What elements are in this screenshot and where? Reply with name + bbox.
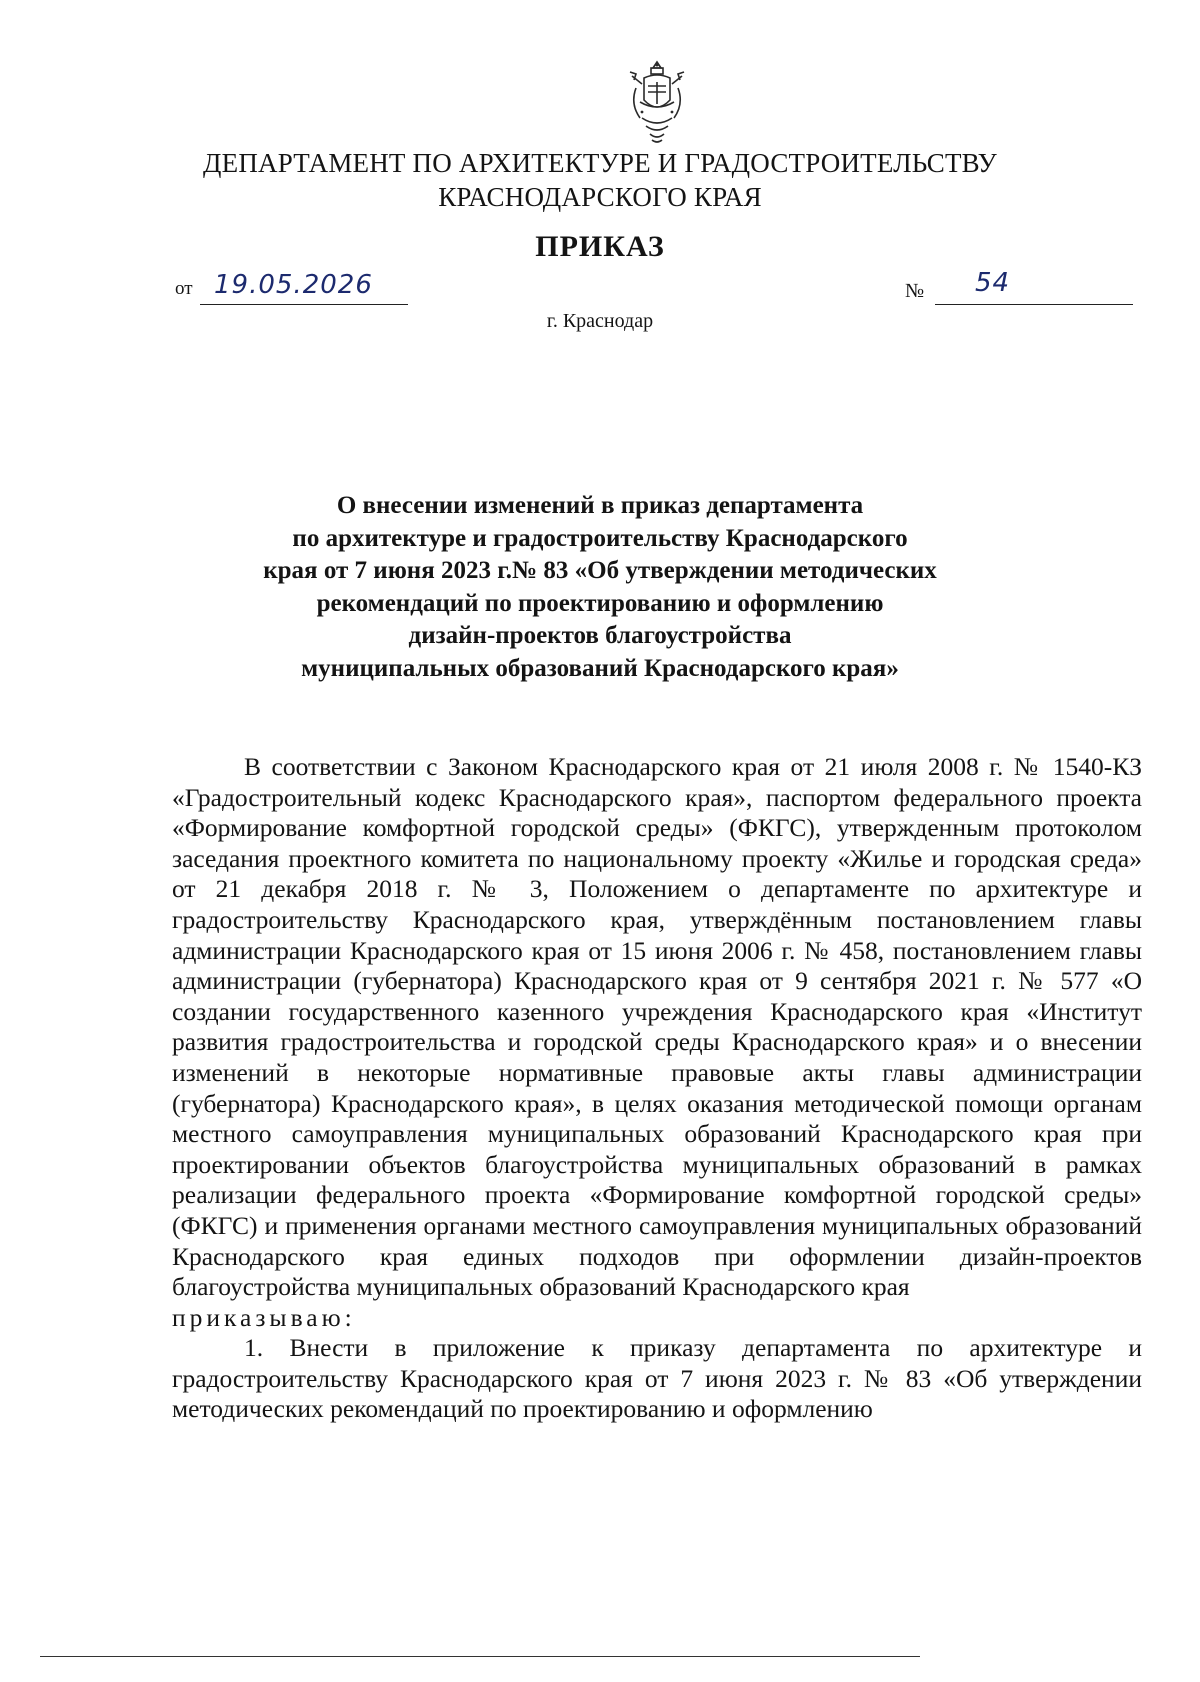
date-field [200, 268, 408, 305]
footer-divider [40, 1656, 920, 1657]
number-field [935, 268, 1133, 305]
handwritten-number: 54 [975, 268, 1011, 298]
body-paragraph [172, 1333, 1142, 1425]
department-name-line1: ДЕПАРТАМЕНТ ПО АРХИТЕКТУРЕ И ГРАДОСТРОИТЕЛЬСТВУ [203, 148, 997, 178]
paragraph-text: В соответствии с Законом Краснодарского края от 21 июля 2008 г. № 1540-КЗ «Градостроительный кодекс Краснодарского края», паспортом федерального проекта «Формирование комфортной городской среды» (ФКГС), утвержденным протоколом заседания проектного комитета по национальному проекту «Жилье и городская среда» от 21 декабря 2018 г. № 3, Положением о департаменте по архитектуре и градостроительству Краснодарского края, утверждённым постановлением главы администрации Краснодарского края от 15 июня 2006 г. № 458, постановлением главы администрации (губернатора) Краснодарского края от 9 сентября 2021 г. № 577 «О создании государственного казенного учреждения Краснодарского края «Институт развития градостроительства и городской среды Краснодарского края» и о внесении изменений в некоторые нормативные правовые акты главы администрации (губернатора) Краснодарского края», в целях оказания методической помощи органам местного самоуправления муниципальных образований Краснодарского края при проектировании объектов благоустройства муниципальных образований в рамках реализации федерального проекта «Формирование комфортной городской среды» (ФКГС) и применения органами местного самоуправления муниципальных образований Краснодарского края единых подходов при оформлении дизайн-проектов благоустройства муниципальных образований Краснодарского края [172, 752, 1142, 1302]
number-label: № [905, 280, 925, 302]
handwritten-date: 19.05.2026 [214, 270, 373, 300]
date-prefix: от [175, 278, 193, 299]
document-heading [180, 490, 1020, 685]
city-label: г. Краснодар [546, 310, 654, 332]
paragraph-text: 1. Внести в приложение к приказу департамента по архитектуре и градостроительству Краснодарского края от 7 июня 2023 г. № 83 «Об утверждении методических рекомендаций по проектированию и оформлению [172, 1333, 1142, 1424]
coat-of-arms-icon [622, 58, 692, 148]
heading-line: по архитектуре и градостроительству Краснодарского [292, 524, 908, 552]
heading-line: дизайн-проектов благоустройства [408, 622, 792, 649]
body-paragraph [172, 752, 1142, 1303]
heading-line: рекомендаций по проектированию и оформлению [316, 589, 884, 617]
order-title: ПРИКАЗ [535, 230, 665, 263]
department-name-line2: КРАСНОДАРСКОГО КРАЯ [438, 182, 762, 212]
heading-line: муниципальных образований Краснодарского края» [301, 654, 899, 682]
heading-line: края от 7 июня 2023 г.№ 83 «Об утверждении методических [263, 557, 937, 584]
document-body [172, 752, 1142, 1425]
heading-line: О внесении изменений в приказ департамента [336, 492, 864, 519]
order-word: приказываю: [172, 1302, 356, 1332]
